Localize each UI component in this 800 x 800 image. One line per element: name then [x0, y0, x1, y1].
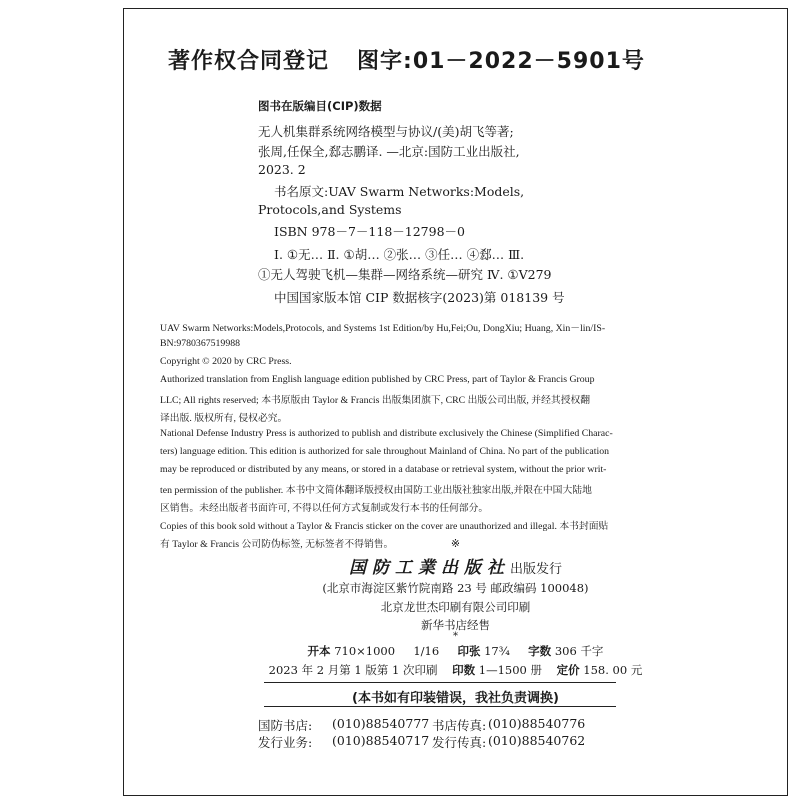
format-fraction: 1/16	[413, 644, 440, 658]
cip-line: 无人机集群系统网络模型与协议/(美)胡飞等著;	[258, 124, 514, 139]
print-run: 1—1500 册	[478, 663, 542, 677]
copyright-line: may be reproduced or distributed by any means, or stored in a database or retrieval system, without the prior writ-	[160, 464, 607, 475]
copyright-line: Copies of this book sold without a Taylor & Francis sticker on the cover are unauthorized and illegal. 本书封面贴	[160, 521, 609, 532]
publisher-address: (北京市海淀区紫竹院南路 23 号 邮政编码 100048)	[322, 581, 589, 595]
word-count-value: 306 千字	[554, 644, 604, 658]
cip-line: Ⅰ. ①无… Ⅱ. ①胡… ②张… ③任… ④郄… Ⅲ.	[274, 247, 525, 262]
copyright-line: National Defense Industry Press is authorized to publish and distribute exclusively the Chinese (Simplified Charac-	[160, 428, 613, 439]
copyright-line: ten permission of the publisher. 本书中文简体翻译版授权由国防工业出版社独家出版,并限在中国大陆地	[160, 485, 592, 496]
word-count-label: 字数	[528, 644, 552, 658]
printer: 北京龙世杰印刷有限公司印刷	[380, 600, 531, 614]
cip-line: 2023. 2	[258, 162, 306, 177]
copyright-line: ters) language edition. This edition is authorized for sale throughout Mainland of China. No part of the publication	[160, 446, 610, 457]
price: 158. 00 元	[583, 663, 643, 677]
contact-label: 发行业务:	[258, 735, 313, 750]
copyright-line: 译出版. 版权所有, 侵权必究。	[160, 413, 288, 424]
contact-label: 书店传真:	[432, 718, 487, 733]
contact-value: (010)88540762	[488, 733, 586, 748]
print-run-label: 印数	[452, 663, 476, 677]
price-label: 定价	[556, 663, 580, 677]
cip-title: 图书在版编目(CIP)数据	[258, 99, 382, 113]
contact-value: (010)88540777	[332, 716, 430, 731]
cip-line: ISBN 978－7－118－12798－0	[274, 224, 465, 239]
cip-line: 中国国家版本馆 CIP 数据核字(2023)第 018139 号	[274, 290, 565, 305]
copyright-line: Authorized translation from English language edition published by CRC Press, part of Taylor & Francis Group	[160, 374, 595, 385]
copyright-line: Copyright © 2020 by CRC Press.	[160, 356, 292, 367]
contact-label: 发行传真:	[432, 735, 487, 750]
cip-line: ①无人驾驶飞机—集群—网络系统—研究 Ⅳ. ①V279	[258, 267, 552, 282]
edition-line	[123, 662, 788, 678]
cip-line: 张周,任保全,郄志鹏译. —北京:国防工业出版社,	[258, 144, 520, 159]
format-value: 710×1000	[334, 644, 396, 658]
divider-bottom	[264, 706, 616, 707]
publisher-suffix: 出版发行	[509, 562, 562, 577]
publisher-line	[123, 553, 788, 578]
copyright-line: UAV Swarm Networks:Models,Protocols, and Systems 1st Edition/by Hu,Fei;Ou, DongXiu; Huang, Xin－lin/IS-	[160, 323, 606, 334]
separator-star: *	[453, 631, 458, 642]
separator-asterism: ※	[450, 537, 461, 550]
registration-number: 图字:01－2022－5901号	[357, 49, 645, 74]
distributor: 新华书店经售	[421, 618, 490, 632]
publisher-logo: 国防工業出版社	[348, 558, 510, 577]
copyright-line: 有 Taylor & Francis 公司防伪标签, 无标签者不得销售。	[160, 539, 394, 550]
service-notice: (本书如有印装错误，我社负责调换)	[352, 691, 559, 706]
sheets-label: 印张	[457, 644, 481, 658]
copyright-line: BN:9780367519988	[160, 338, 241, 349]
sheets-value: 17¾	[484, 644, 510, 658]
registration-label: 著作权合同登记	[168, 49, 330, 74]
contact-value: (010)88540776	[488, 716, 586, 731]
copyright-registration	[168, 44, 645, 75]
cip-line: Protocols,and Systems	[258, 202, 402, 217]
cip-line: 书名原文:UAV Swarm Networks:Models,	[274, 184, 525, 199]
edition: 2023 年 2 月第 1 版第 1 次印刷	[268, 663, 438, 677]
copyright-line: LLC; All rights reserved; 本书原版由 Taylor & Francis 出版集团旗下, CRC 出版公司出版, 并经其授权翻	[160, 395, 591, 406]
book-specs	[123, 643, 788, 659]
contact-label: 国防书店:	[258, 718, 313, 733]
contact-value: (010)88540717	[332, 733, 430, 748]
divider-top	[264, 682, 616, 683]
copyright-line: 区销售。未经出版者书面许可, 不得以任何方式复制或发行本书的任何部分。	[160, 503, 489, 514]
format-label: 开本	[307, 644, 331, 658]
